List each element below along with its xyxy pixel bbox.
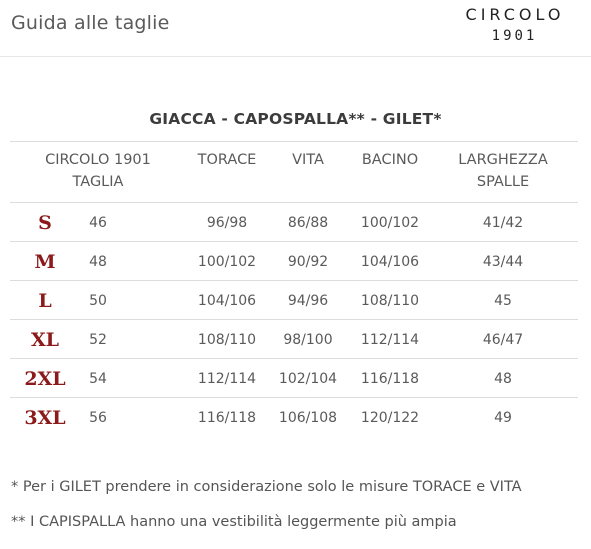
cell-bacino: 120/122 xyxy=(360,410,420,426)
cell-taglia: 46 xyxy=(89,215,107,231)
cell-vita: 98/100 xyxy=(283,332,333,348)
table-row xyxy=(10,280,578,319)
column-header-bacino xyxy=(345,150,435,170)
note-gilet: * Per i GILET prendere in considerazione solo le misure TORACE e VITA xyxy=(11,479,522,495)
column-header-line: BACINO xyxy=(361,152,419,168)
column-header-line: VITA xyxy=(292,152,324,168)
column-header-line: SPALLE xyxy=(476,174,530,190)
column-header-spalle xyxy=(443,150,563,192)
cell-torace: 112/114 xyxy=(197,371,257,387)
cell-vita: 86/88 xyxy=(287,215,329,231)
note-capospalla: ** I CAPISPALLA hanno una vestibilità leggermente più ampia xyxy=(11,514,457,530)
column-header-line: TORACE xyxy=(197,152,257,168)
cell-bacino: 104/106 xyxy=(360,254,420,270)
page-title: Guida alle taglie xyxy=(11,12,170,34)
cell-bacino: 100/102 xyxy=(360,215,420,231)
cell-spalle: 48 xyxy=(494,371,512,387)
brand-name: CIRCOLO xyxy=(465,5,565,24)
table-title: GIACCA - CAPOSPALLA** - GILET* xyxy=(149,110,442,128)
table-row xyxy=(10,319,578,358)
table-row xyxy=(10,397,578,436)
cell-bacino: 112/114 xyxy=(360,332,420,348)
cell-vita: 102/104 xyxy=(278,371,338,387)
cell-spalle: 41/42 xyxy=(482,215,524,231)
cell-torace: 104/106 xyxy=(197,293,257,309)
table-row xyxy=(10,241,578,280)
table-header-row xyxy=(10,141,578,200)
column-header-line: CIRCOLO 1901 xyxy=(45,152,151,168)
size-letter: M xyxy=(34,251,56,273)
cell-vita: 106/108 xyxy=(278,410,338,426)
cell-torace: 100/102 xyxy=(197,254,257,270)
cell-vita: 94/96 xyxy=(287,293,329,309)
cell-spalle: 49 xyxy=(494,410,512,426)
cell-taglia: 52 xyxy=(89,332,107,348)
size-letter: L xyxy=(38,290,52,312)
column-header-taglia xyxy=(28,150,168,192)
table-row xyxy=(10,202,578,241)
table-row xyxy=(10,358,578,397)
brand-logo xyxy=(449,5,577,45)
cell-vita: 90/92 xyxy=(287,254,329,270)
cell-spalle: 46/47 xyxy=(482,332,524,348)
cell-torace: 116/118 xyxy=(197,410,257,426)
brand-year: 1901 xyxy=(491,28,538,44)
cell-taglia: 48 xyxy=(89,254,107,270)
size-letter: S xyxy=(38,212,52,234)
page-header xyxy=(0,0,591,57)
size-letter: 3XL xyxy=(24,407,66,429)
cell-taglia: 56 xyxy=(89,410,107,426)
column-header-vita xyxy=(268,150,348,170)
cell-bacino: 116/118 xyxy=(360,371,420,387)
cell-taglia: 50 xyxy=(89,293,107,309)
cell-spalle: 45 xyxy=(494,293,512,309)
cell-torace: 108/110 xyxy=(197,332,257,348)
cell-bacino: 108/110 xyxy=(360,293,420,309)
size-letter: 2XL xyxy=(24,368,66,390)
cell-spalle: 43/44 xyxy=(482,254,524,270)
cell-taglia: 54 xyxy=(89,371,107,387)
cell-torace: 96/98 xyxy=(206,215,248,231)
column-header-line: TAGLIA xyxy=(72,174,124,190)
column-header-line: LARGHEZZA xyxy=(458,152,548,168)
column-header-torace xyxy=(182,150,272,170)
size-letter: XL xyxy=(30,329,60,351)
